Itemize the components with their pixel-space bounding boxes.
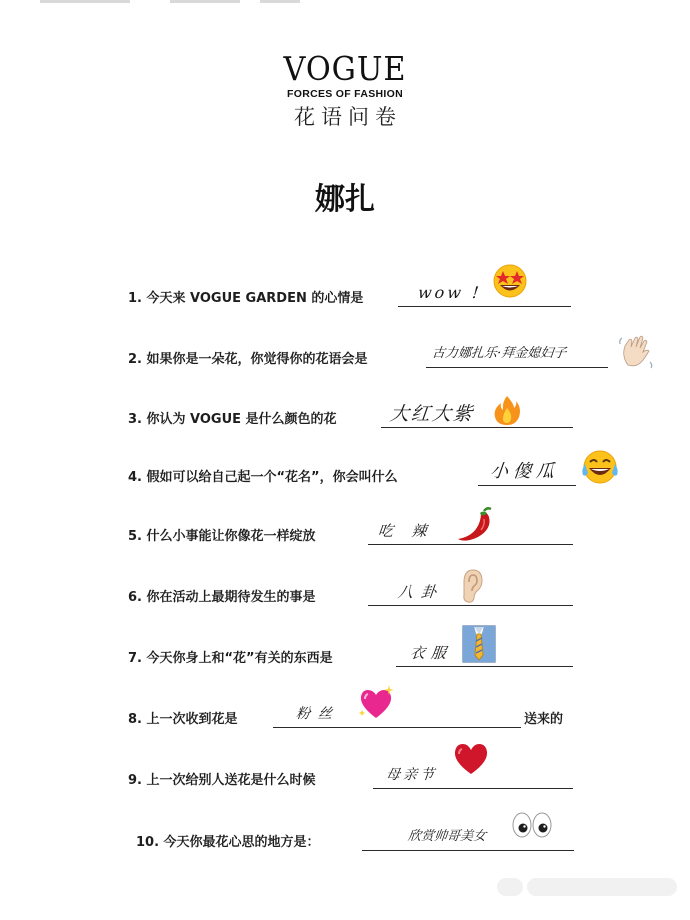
handwritten-answer: 母亲节 — [385, 767, 438, 783]
handwritten-answer: 衣服 — [409, 644, 453, 662]
handwritten-answer: 欣赏帅哥美女 — [407, 829, 487, 844]
tears-of-joy-face-icon — [580, 448, 620, 486]
answer-line — [368, 605, 573, 606]
waving-hand-icon — [616, 332, 656, 372]
answer-line — [381, 427, 573, 428]
question-row — [128, 700, 578, 732]
question-row — [128, 458, 628, 490]
respondent-name: 娜扎 — [315, 182, 375, 217]
hot-pepper-icon — [454, 505, 496, 545]
answer-line — [426, 367, 608, 368]
handwritten-answer: 粉丝 — [295, 706, 341, 722]
question-row — [128, 400, 578, 432]
handwritten-answer: 小傻瓜 — [488, 461, 561, 482]
question-row — [128, 340, 668, 372]
answer-line — [396, 666, 573, 667]
handwritten-answer: 古力娜扎乐·拜金媳妇子 — [431, 346, 567, 361]
handwritten-answer: wow ! — [417, 283, 483, 302]
answer-line — [373, 788, 573, 789]
question-row — [128, 279, 578, 311]
question-label: 7. 今天你身上和“花”有关的东西是 — [128, 651, 333, 666]
question-label: 9. 上一次给别人送花是什么时候 — [128, 773, 316, 788]
answer-line — [478, 485, 576, 486]
handwritten-answer: 吃 辣 — [377, 522, 431, 540]
brand-header — [0, 49, 690, 131]
question-label: 1. 今天来 VOGUE GARDEN 的心情是 — [128, 291, 364, 306]
handwritten-answer: 大红大紫 — [388, 403, 476, 425]
eyes-icon — [510, 811, 554, 841]
fire-icon — [492, 394, 522, 426]
question-row — [128, 578, 578, 610]
star-struck-face-icon — [492, 263, 528, 299]
vogue-logo: VOGUE — [283, 49, 407, 88]
shirt-and-tie-icon — [462, 625, 496, 663]
sparkling-heart-icon — [356, 684, 396, 722]
question-row — [128, 639, 578, 671]
question-row — [128, 761, 578, 793]
answer-line — [398, 306, 571, 307]
ear-icon — [458, 568, 484, 604]
answer-line — [362, 850, 574, 851]
watermark-blur — [497, 872, 685, 904]
question-row — [136, 823, 586, 855]
answer-line — [273, 727, 521, 728]
question-label: 4. 假如可以给自己起一个“花名”，你会叫什么 — [128, 470, 398, 485]
question-label: 5. 什么小事能让你像花一样绽放 — [128, 529, 316, 544]
survey-title: 花语问卷 — [294, 105, 402, 129]
question-label: 10. 今天你最花心思的地方是： — [136, 835, 320, 850]
question-label: 6. 你在活动上最期待发生的事是 — [128, 590, 316, 605]
top-edge-strip — [0, 0, 690, 6]
question-label: 2. 如果你是一朵花，你觉得你的花语会是 — [128, 352, 368, 367]
question-label: 3. 你认为 VOGUE 是什么颜色的花 — [128, 412, 337, 427]
handwritten-answer: 八卦 — [397, 583, 445, 601]
question-suffix: 送来的 — [524, 712, 564, 727]
question-row — [128, 517, 578, 549]
question-label: 8. 上一次收到花是 — [128, 712, 238, 727]
logo-subtitle: FORCES OF FASHION — [287, 88, 403, 100]
red-heart-icon — [452, 741, 490, 777]
